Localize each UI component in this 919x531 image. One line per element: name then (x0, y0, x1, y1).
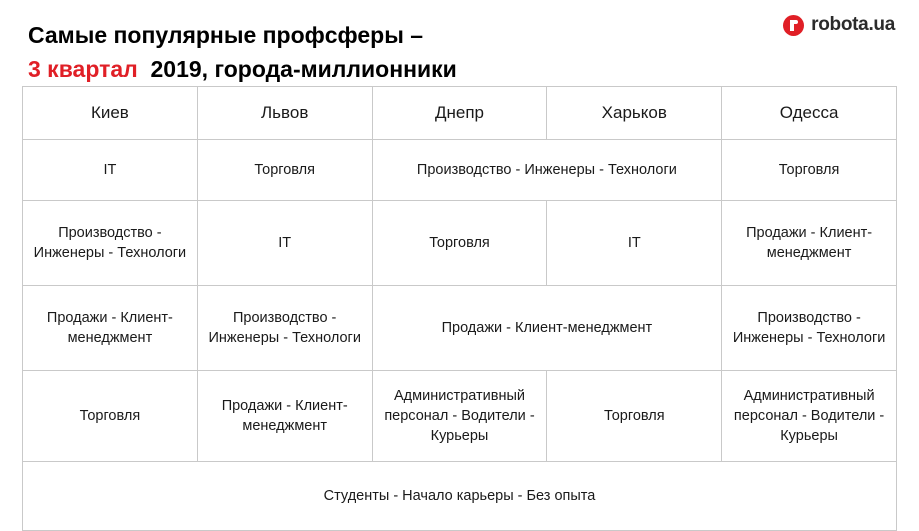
column-header-kharkov: Харьков (547, 87, 722, 140)
table-header-row (23, 87, 897, 140)
professions-table (22, 86, 897, 531)
cell-rank2-kharkov: IT (547, 201, 722, 286)
page-title-year-cities: 2019, города-миллионники (137, 56, 457, 82)
brand-logo[interactable] (783, 14, 895, 36)
header (0, 0, 919, 86)
cell-rank4-kiev: Торговля (23, 371, 198, 462)
column-header-kiev: Киев (23, 87, 198, 140)
cell-rank2-lvov: IT (197, 201, 372, 286)
column-header-lvov: Львов (197, 87, 372, 140)
cell-rank3-odessa: Производство - Инженеры - Технологи (722, 286, 897, 371)
table-row (23, 201, 897, 286)
brand-logo-text: robota.ua (811, 14, 895, 35)
cell-rank1-kiev: IT (23, 140, 198, 201)
cell-rank4-lvov: Продажи - Клиент-менеджмент (197, 371, 372, 462)
table-row (23, 371, 897, 462)
cell-rank3-dnepr-kharkov: Продажи - Клиент-менеджмент (372, 286, 722, 371)
cell-rank4-odessa: Административный персонал - Водители - Курьеры (722, 371, 897, 462)
cell-rank5-all-cities: Студенты - Начало карьеры - Без опыта (23, 462, 897, 531)
column-header-dnepr: Днепр (372, 87, 547, 140)
robota-circle-icon (783, 15, 804, 36)
cell-rank1-lvov: Торговля (197, 140, 372, 201)
cell-rank4-dnepr: Административный персонал - Водители - Курьеры (372, 371, 547, 462)
cell-rank3-kiev: Продажи - Клиент-менеджмент (23, 286, 198, 371)
cell-rank1-odessa: Торговля (722, 140, 897, 201)
cell-rank2-kiev: Производство - Инженеры - Технологи (23, 201, 198, 286)
column-header-odessa: Одесса (722, 87, 897, 140)
table-row (23, 140, 897, 201)
cell-rank2-dnepr: Торговля (372, 201, 547, 286)
cell-rank2-odessa: Продажи - Клиент-менеджмент (722, 201, 897, 286)
cell-rank3-lvov: Производство - Инженеры - Технологи (197, 286, 372, 371)
page-title-line-2 (28, 52, 895, 86)
page-title-quarter: 3 квартал (28, 56, 138, 82)
table-container (0, 86, 919, 531)
cell-rank4-kharkov: Торговля (547, 371, 722, 462)
table-row (23, 462, 897, 531)
page-title-line-1: Самые популярные профсферы – (28, 22, 424, 48)
cell-rank1-dnepr-kharkov: Производство - Инженеры - Технологи (372, 140, 722, 201)
table-row (23, 286, 897, 371)
